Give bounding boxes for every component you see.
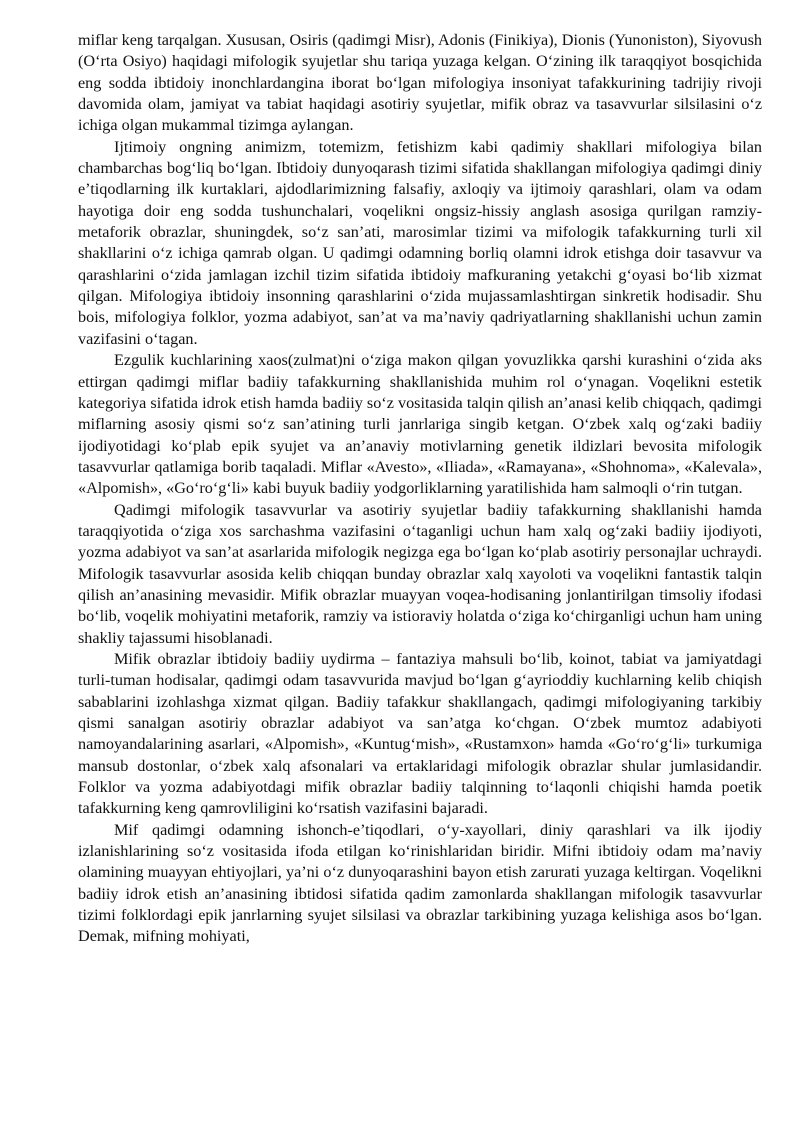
- paragraph-3: Ezgulik kuchlarining xaos(zulmat)ni o‘ziga makon qilgan yovuzlikka qarshi kurashini o‘zida aks ettirgan qadimgi miflar badiiy tafakkurning shakllanishida muhim rol o‘ynagan. Voqelikni estetik kategoriya sifatida idrok etish hamda badiiy so‘z vositasida talqin qilish an’anasi kelib chiqqach, qadimgi miflarning asosiy qismi so‘z san’atining turli janrlariga singib ketgan. O‘zbek xalq og‘zaki badiiy ijodiyotidagi ko‘plab epik syujet va an’anaviy motivlarning genetik ildizlari bevosita mifologik tasavvurlar qatlamiga borib taqaladi. Miflar «Avesto», «Iliada», «Ramayana», «Shohnoma», «Kalevala», «Alpomish», «Go‘ro‘g‘li» kabi buyuk badiiy yodgorliklarning yaratilishida ham salmoqli o‘rin tutgan.: [78, 351, 762, 498]
- document-page: [78, 30, 762, 948]
- paragraph-1: miflar keng tarqalgan. Xususan, Osiris (qadimgi Misr), Adonis (Finikiya), Dionis (Yunoniston), Siyovush (O‘rta Osiyo) haqidagi mifologik syujetlar shu tariqa yuzaga kelgan. O‘zining ilk taraqqiyot bosqichida eng sodda ibtidoiy inonchlardangina iborat bo‘lgan mifologiya insoniyat tafakkurining tadrijiy rivoji davomida olam, jamiyat va tabiat haqidagi asotiriy syujetlar, mifik obraz va tasavvurlar silsilasini o‘z ichiga olgan mukammal tizimga aylangan.: [78, 31, 762, 135]
- paragraph-5: Mifik obrazlar ibtidoiy badiiy uydirma – fantaziya mahsuli bo‘lib, koinot, tabiat va jamiyatdagi turli-tuman hodisalar, qadimgi odam tasavvurida mavjud bo‘lgan g‘ayrioddiy kuchlarning kelib chiqish sabablarini izohlashga xizmat qilgan. Badiiy tafakkur shakllangach, qadimgi mifologiyaning tarkibiy qismi sanalgan asotiriy obrazlar adabiyot va san’atga ko‘chgan. O‘zbek mumtoz adabiyoti namoyandalarining asarlari, «Alpomish», «Kuntug‘mish», «Rustamxon» hamda «Go‘ro‘g‘li» turkumiga mansub dostonlar, o‘zbek xalq afsonalari va ertaklaridagi mifologik obrazlar shular jumlasidandir. Folklor va yozma adabiyotdagi mifik obrazlar badiiy talqinning to‘laqonli chiqishi hamda poetik tafakkurning keng qamrovliligini ko‘rsatish vazifasini bajaradi.: [78, 649, 762, 818]
- paragraph-4: Qadimgi mifologik tasavvurlar va asotiriy syujetlar badiiy tafakkurning shakllanishi hamda taraqqiyotida o‘ziga xos sarchashma vazifasini o‘taganligi uchun ham xalq og‘zaki badiiy ijodiyoti, yozma adabiyot va san’at asarlarida mifologik negizga ega bo‘lgan ko‘plab asotiriy personajlar uchraydi. Mifologik tasavvurlar asosida kelib chiqqan bunday obrazlar xalq xayoloti va voqelikni fantastik talqin qilish an’anasining mevasidir. Mifik obrazlar muayyan voqea-hodisaning jonlantirilgan timsoliy ifodasi bo‘lib, voqelik mohiyatini metaforik, ramziy va istioraviy holatda o‘ziga ko‘chirganligi uchun ham uning shakliy tajassumi hisoblanadi.: [78, 500, 762, 647]
- paragraph-2: Ijtimoiy ongning animizm, totemizm, fetishizm kabi qadimiy shakllari mifologiya bilan chambarchas bog‘liq bo‘lgan. Ibtidoiy dunyoqarash tizimi sifatida shakllangan mifologiya qadimgi diniy e’tiqodlarning ilk kurtaklari, ajdodlarimizning falsafiy, axloqiy va ijtimoiy qarashlari, olam va odam hayotiga doir eng sodda tushunchalari, voqelikni ongsiz-hissiy anglash asosiga qurilgan ramziy-metaforik obrazlar, shuningdek, so‘z san’ati, marosimlar tizimi va mifologik tafakkurning turli xil shakllarini o‘z ichiga qamrab olgan. U qadimgi odamning borliq olamni idrok etishga doir tasavvur va qarashlarini o‘zida jamlagan izchil tizim sifatida ibtidoiy mafkuraning yetakchi g‘oyasi bo‘lib xizmat qilgan. Mifologiya ibtidoiy insonning qarashlarini o‘zida mujassamlashtirgan sinkretik hodisadir. Shu bois, mifologiya folklor, yozma adabiyot, san’at va ma’naviy qadriyatlarning shakllanishi uchun zamin vazifasini o‘tagan.: [78, 137, 762, 348]
- paragraph-6: Mif qadimgi odamning ishonch-e’tiqodlari, o‘y-xayollari, diniy qarashlari va ilk ijodiy izlanishlarining so‘z vositasida ifoda etilgan ko‘rinishlaridan biridir. Mifni ibtidoiy odam ma’naviy olamining muayyan ehtiyojlari, ya’ni o‘z dunyoqarashini bayon etish zarurati yuzaga keltirgan. Voqelikni badiiy idrok etish an’anasining ibtidosi sifatida qadim zamonlarda shakllangan mifologik tasavvurlar tizimi folklordagi epik janrlarning syujet silsilasi va obrazlar tarkibining yuzaga kelishiga asos bo‘lgan. Demak, mifning mohiyati,: [78, 820, 762, 946]
